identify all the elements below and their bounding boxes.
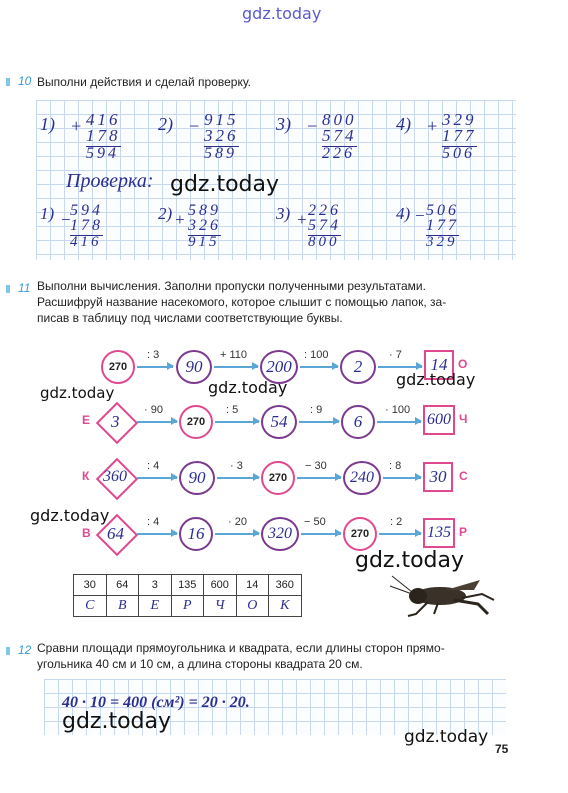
cipher-letter: Р <box>459 525 468 539</box>
check-sign: + <box>296 210 308 229</box>
op-label: · 7 <box>389 349 402 361</box>
table-cell: В <box>106 596 139 617</box>
table-cell: О <box>236 596 269 617</box>
problem-result: 594 <box>86 145 119 162</box>
check-a: 506 <box>426 202 459 219</box>
problem-sign: + <box>426 116 439 136</box>
problem-a: 416 <box>86 110 121 129</box>
chain-circle: 320 <box>261 517 299 551</box>
problem-sign: + <box>70 116 83 136</box>
problem-2 <box>158 108 268 168</box>
watermark: gdz.today <box>170 172 280 197</box>
check-1 <box>40 200 150 256</box>
op-label: : 9 <box>310 404 323 416</box>
check-result: 329 <box>426 234 458 250</box>
chain-circle: 270 <box>179 405 213 439</box>
op-label: · 90 <box>144 404 163 416</box>
problem-result: 589 <box>204 145 237 162</box>
check-result: 915 <box>188 234 220 250</box>
check-sign: − <box>414 206 426 225</box>
cipher-table-letters <box>74 596 302 617</box>
chain-circle: 6 <box>341 405 375 439</box>
table-cell: 135 <box>171 575 204 596</box>
watermark: gdz.today <box>404 727 489 747</box>
arrow <box>377 421 421 423</box>
chain-result-box: 30 <box>423 462 453 492</box>
chain-start-diamond: 64 <box>99 517 135 553</box>
problem-result: 226 <box>322 145 355 162</box>
op-label: : 5 <box>226 404 239 416</box>
table-cell: Ч <box>204 596 237 617</box>
task-marker <box>6 78 10 86</box>
chain-circle: 240 <box>343 461 381 495</box>
problem-b: 574 <box>322 126 357 145</box>
problem-b: 326 <box>204 126 239 145</box>
task-11-line-1: Выполни вычисления. Заполни пропуски полученными результатами. <box>37 279 426 293</box>
arrow <box>137 366 173 368</box>
task-12-answer: 40 · 10 = 400 (см²) = 20 · 20. <box>62 694 250 711</box>
op-label: : 3 <box>147 349 160 361</box>
problem-4 <box>396 108 506 168</box>
task-12-line-1: Сравни площади прямоугольника и квадрата, если длины сторон прямо- <box>37 641 445 655</box>
task-10-number: 10 <box>18 74 32 88</box>
table-cell: Р <box>171 596 204 617</box>
problem-label: 3) <box>276 114 291 134</box>
chain-circle: 2 <box>340 350 376 384</box>
check-label-num: 1) <box>40 204 55 223</box>
check-result: 800 <box>308 234 340 250</box>
watermark: gdz.today <box>40 384 115 402</box>
watermark: gdz.today <box>62 709 172 734</box>
task-12-line-2: угольника 40 см и 10 см, а длина стороны квадрата 20 см. <box>37 657 363 671</box>
cipher-letter: Е <box>82 413 91 427</box>
chain-start-diamond: 360 <box>99 461 135 497</box>
cipher-letter: К <box>82 469 90 483</box>
op-label: : 8 <box>389 460 402 472</box>
check-3 <box>276 200 386 256</box>
arrow <box>137 533 177 535</box>
cipher-table-numbers <box>74 575 302 596</box>
arrow <box>299 421 339 423</box>
problem-sign: − <box>188 116 201 136</box>
op-label: − 50 <box>304 516 326 528</box>
check-label-num: 3) <box>276 204 291 223</box>
problem-label: 1) <box>40 114 55 134</box>
check-result: 416 <box>70 234 102 250</box>
chain-result-box: 14 <box>424 350 454 380</box>
watermark-top: gdz.today <box>242 4 322 23</box>
check-label-num: 2) <box>158 204 173 223</box>
table-cell: 600 <box>204 575 237 596</box>
task-marker <box>6 285 10 293</box>
cricket-illustration <box>388 570 498 620</box>
task-12-number: 12 <box>18 643 32 657</box>
task-10-text: Выполни действия и сделай проверку. <box>37 75 251 89</box>
check-b: 326 <box>188 217 221 234</box>
chain-circle: 90 <box>176 350 212 384</box>
chain-result-box: 600 <box>423 405 455 435</box>
check-sign: + <box>174 210 186 229</box>
table-cell: 3 <box>139 575 172 596</box>
problem-label: 4) <box>396 114 411 134</box>
chain-circle: 270 <box>343 517 377 551</box>
check-label: Проверка: <box>66 170 154 192</box>
arrow <box>214 366 258 368</box>
chain-circle: 16 <box>179 517 213 551</box>
problem-sign: − <box>306 116 319 136</box>
problem-b: 178 <box>86 126 121 145</box>
op-label: − 30 <box>305 460 327 472</box>
problem-result: 506 <box>442 145 475 162</box>
task-11-line-2: Расшифруй название насекомого, которое слышит с помощью лапок, за- <box>37 295 447 309</box>
watermark: gdz.today <box>396 370 476 389</box>
problem-b: 177 <box>442 126 477 145</box>
problem-1 <box>40 108 150 168</box>
problem-a: 800 <box>322 110 357 129</box>
cipher-letter: Ч <box>459 412 468 426</box>
chain-circle: 200 <box>260 350 298 384</box>
check-2 <box>158 200 268 256</box>
table-cell: Е <box>139 596 172 617</box>
arrow <box>383 477 421 479</box>
op-label: : 100 <box>304 349 329 361</box>
table-cell: С <box>74 596 107 617</box>
check-b: 177 <box>426 217 459 234</box>
table-cell: 64 <box>106 575 139 596</box>
arrow <box>215 533 259 535</box>
op-label: : 2 <box>390 516 403 528</box>
arrow <box>217 477 259 479</box>
check-b: 178 <box>70 217 103 234</box>
arrow <box>137 477 177 479</box>
cipher-letter: О <box>458 357 468 371</box>
check-a: 226 <box>308 202 341 219</box>
check-4 <box>396 200 506 256</box>
table-cell: К <box>269 596 302 617</box>
table-cell: 360 <box>269 575 302 596</box>
arrow <box>300 366 338 368</box>
watermark: gdz.today <box>355 548 465 573</box>
page-number: 75 <box>495 742 509 756</box>
check-a: 589 <box>188 202 221 219</box>
problem-a: 915 <box>204 110 239 129</box>
problem-3 <box>276 108 386 168</box>
op-label: · 100 <box>385 404 411 416</box>
arrow <box>137 421 177 423</box>
arrow <box>378 366 422 368</box>
op-label: + 110 <box>220 349 248 361</box>
table-cell: 14 <box>236 575 269 596</box>
check-b: 574 <box>308 217 341 234</box>
op-label: · 3 <box>230 460 243 472</box>
chain-start-diamond: 3 <box>99 405 135 441</box>
chain-result-box: 135 <box>423 518 455 548</box>
problem-label: 2) <box>158 114 173 134</box>
watermark: gdz.today <box>30 506 110 525</box>
cipher-letter: С <box>459 469 468 483</box>
task-11-line-3: писав в таблицу под числами соответствующие буквы. <box>37 311 343 325</box>
arrow <box>297 477 341 479</box>
check-label-num: 4) <box>396 204 411 223</box>
task-marker <box>6 647 10 655</box>
problem-a: 329 <box>442 110 477 129</box>
chain-circle: 54 <box>261 405 297 439</box>
cipher-letter: В <box>82 526 91 540</box>
op-label: · 20 <box>228 516 247 528</box>
chain-circle: 90 <box>179 461 215 495</box>
check-a: 594 <box>70 202 103 219</box>
arrow <box>301 533 341 535</box>
table-cell: 30 <box>74 575 107 596</box>
arrow <box>215 421 259 423</box>
task-11-number: 11 <box>18 281 31 295</box>
watermark: gdz.today <box>208 378 288 397</box>
chain-circle: 270 <box>261 461 295 495</box>
chain-start-circle: 270 <box>101 350 135 384</box>
cipher-table <box>73 574 302 617</box>
op-label: : 4 <box>147 516 160 528</box>
op-label: : 4 <box>147 460 160 472</box>
arrow <box>379 533 421 535</box>
check-sign: − <box>60 210 72 229</box>
